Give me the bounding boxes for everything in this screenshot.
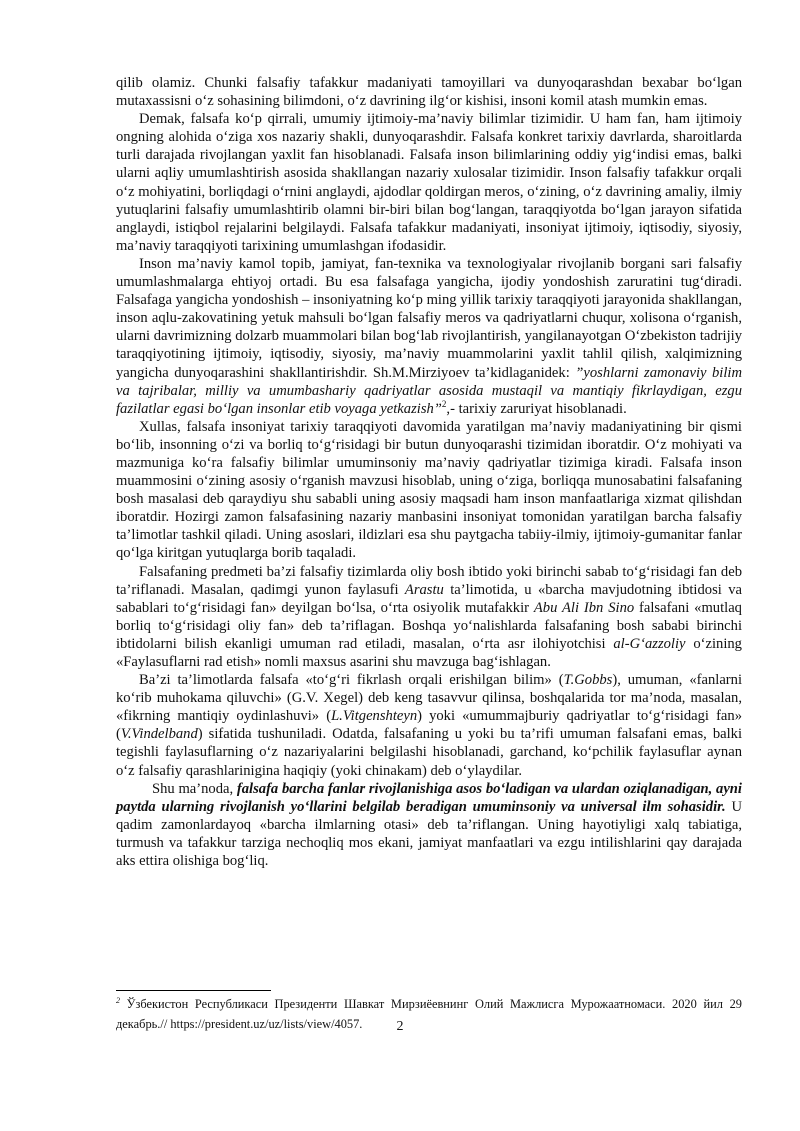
italic-text: Abu Ali Ibn Sino	[533, 599, 635, 616]
paragraph	[116, 671, 742, 780]
paragraph-text: U qadim zamonlardayoq «barcha ilmlarning otasi» deb ta’riflangan. Uning hayotiyligi xalq tabiatiga, turmush va tafakkur tarziga nechoqliq mos ekani, jamiyat manfaatlari va ezgu intilishlarini qay darajada aks ettira olishiga bog‘liq.	[116, 798, 742, 870]
italic-text: ”yoshlarni zamonaviy bilim va tajribalar, milliy va umumbashariy qadriyatlar asosida mustaqil va mantiqiy fikrlaydigan, ezgu fazilatlar egasi bo‘lgan insonlar etib voyaga yetkazish”	[116, 364, 742, 417]
paragraph-text: Demak, falsafa ko‘p qirrali, umumiy ijtimoiy-ma’naviy bilimlar tizimidir. U ham fan, ham ijtimoiy ongning alohida o‘ziga xos nazariy shakli, dunyoqarashdir. Falsafa konkret tarixiy davrlarda, sharoitlarda turli darajada rivojlangan yaxlit fan hisoblanadi. Falsafa inson bilimlarining oddiy yig‘indisi emas, balki ularni aqliy umumlashtirish asosida shakllangan nazariy xulosalar tizimidir. Inson falsafiy tafakkur orqali o‘z mohiyatini, borliqdagi o‘rnini anglaydi, ajdodlar qoldirgan meros, o‘zining, o‘z davrining amaliy, ilmiy yutuqlarini falsafiy umumlashtirib olamni bir-biri bilan bog‘langan, taraqqiyotda bo‘lgan jarayon sifatida anglaydi, istiqbol rejalarini belgilaydi. Falsafa tafakkur madaniyati, insoniyat ijtimoiy, iqtisodiy, siyosiy, ma’naviy taraqqiyoti tarixining umumlashgan ifodasidir.	[116, 111, 742, 254]
paragraph-text: ,- tarixiy zaruriyat hisoblanadi.	[446, 400, 627, 417]
paragraph-text: ta’limotida, u «barcha mavjudotning ibtidosi va sabablari to‘g‘risidagi fan» deyilgan bo‘lsa, o‘rta osiyolik mutafakkir	[116, 581, 742, 616]
paragraph	[116, 255, 742, 418]
italic-text: V.Vindelband	[120, 726, 198, 743]
italic-text: T.Gobbs	[563, 672, 613, 689]
paragraph	[116, 110, 742, 255]
page-number: 2	[396, 1019, 404, 1034]
italic-text: L.Vitgenshteyn	[331, 708, 418, 725]
italic-text: Arastu	[404, 581, 444, 598]
footnote-marker: 2	[116, 995, 120, 1005]
footnote-separator	[116, 990, 271, 991]
footnote-text: Ўзбекистон Республикаси Президенти Шавкат Мирзиёевнинг Олий Мажлисга Мурожаатномаси. 2020 йил 29 декабрь.// https://president.uz/uz/lists/view/4057.	[116, 997, 742, 1031]
paragraph-text: ), umuman, «fanlarni ko‘rib muhokama qiluvchi» (G.V. Xegel) deb keng tasavvur qilinsa, boshqalarida tor ma’noda, masalan, «fikrning mantiqiy oydinlashuvi» (	[116, 672, 743, 725]
paragraph-text: ) sifatida tushuniladi. Odatda, falsafaning u yoki bu ta’rifi umuman falsafani emas, balki tegishli faylasuflarning o‘z nazariyalarini belgilashi hisoblanadi, garchand, ko‘pchilik faylasuflar aynan o‘z falsafiy qarashlarinigina haqiqiy (yoki chinakam) deb o‘ylaydilar.	[116, 726, 742, 779]
paragraph-text: Ba’zi ta’limotlarda falsafa «to‘g‘ri fikrlash orqali erishilgan bilim» (	[139, 672, 564, 689]
italic-text: al-G‘azzoliy	[613, 635, 686, 652]
paragraph-text: Inson ma’naviy kamol topib, jamiyat, fan-texnika va texnologiyalar rivojlanib borgani sari falsafiy umumlashmalarga ehtiyoj ortadi. Bu esa falsafaga yangicha, ijodiy yondoshish zaruratini tug‘diradi. Falsafaga yangicha yondoshish – insoniyatning ko‘p ming yillik tarixiy taraqqiyoti jarayonida shakllangan, inson aqlu-zakovatining yetuk mahsuli bo‘lgan falsafiy meros va qadriyatlarni chuqur, xolisona o‘rganish, ularni davrimizning dolzarb muammolari bilan bog‘lab rivojlantirish, yangilanayotgan O‘zbekiston tadrijiy taraqqiyotining ijtimoiy, iqtisodiy, siyosiy, ma’naviy muammolarini yaxlit tahlil qilish, xalqimizning yangicha dunyoqarashini shakllantirishdir. Sh.M.Mirziyoev ta’kidlaganidek:	[116, 255, 742, 381]
emphasis-text: falsafa barcha fanlar rivojlanishiga asos bo‘ladigan va ulardan oziqlanadigan, ayni paytda ularning rivojlanish yo‘llarini belgilab beradigan umuminsoniy va universal ilm sohasidir.	[116, 780, 742, 815]
paragraph	[116, 418, 742, 563]
paragraph-text: Falsafaning predmeti ba’zi falsafiy tizimlarda oliy bosh ibtido yoki birinchi sabab to‘g‘risidagi fan deb ta’riflanadi. Masalan, qadimgi yunon faylasufi	[116, 563, 742, 598]
paragraph	[116, 74, 742, 110]
paragraph	[116, 563, 742, 672]
paragraph-text: qilib olamiz. Chunki falsafiy tafakkur madaniyati tamoyillari va dunyoqarashdan bexabar bo‘lgan mutaxassisni o‘z sohasining bilimdoni, o‘z davrining ilg‘or kishisi, insoni komil atash mumkin emas.	[116, 75, 742, 110]
paragraph	[116, 780, 742, 870]
paragraph-text: Shu ma’noda,	[152, 780, 237, 797]
paragraph-text: ) yoki «umummajburiy qadriyatlar to‘g‘risidagi fan» (	[116, 708, 742, 743]
footnote-reference: 2	[441, 398, 447, 409]
paragraph-text: falsafani «mutlaq borliq to‘g‘risidagi oliy fan» deb ta’riflagan. Boshqa yo‘nalishlarda falsafaning bosh sababi birinchi ibtidolarni bilish ekanligi umuman rad etiladi, masalan, o‘rta asr ilohiyotchisi	[116, 599, 742, 652]
paragraph-text: o‘zining «Faylasuflarni rad etish» nomli maxsus asarini shu mavzuga bag‘ishlagan.	[116, 635, 742, 670]
paragraph-text: Xullas, falsafa insoniyat tarixiy taraqqiyoti davomida yaratilgan ma’naviy madaniyatining bir qismi bo‘lib, insonning o‘zi va borliq to‘g‘risidagi bir butun dunyoqarashi tizimidan iboratdir. O‘z mohiyati va mazmuniga ko‘ra falsafiy bilimlar umuminsoniy ma’naviy qadriyatlar tizimiga kiradi. Falsafa inson muammosini o‘zining asosiy o‘rganish mavzusi hisoblab, uning o‘ziga, borliqqa munosabatini falsafaning bosh masalasi deb qaraydiyu shu sababli uning asosiy maqsadi ham inson manfaatlariga xizmat qilishdan iboratdir. Hozirgi zamon falsafasining nazariy manbasini insoniyat tomonidan yaratilgan barcha falsafiy ta’limotlar tashkil qiladi. Uning asoslari, ildizlari esa shu paytgacha tabiiy-ilmiy, ijtimoiy-gumanitar fanlar qo‘lga kiritgan yutuqlarga borib taqaladi.	[116, 418, 742, 562]
document-body	[116, 74, 742, 870]
